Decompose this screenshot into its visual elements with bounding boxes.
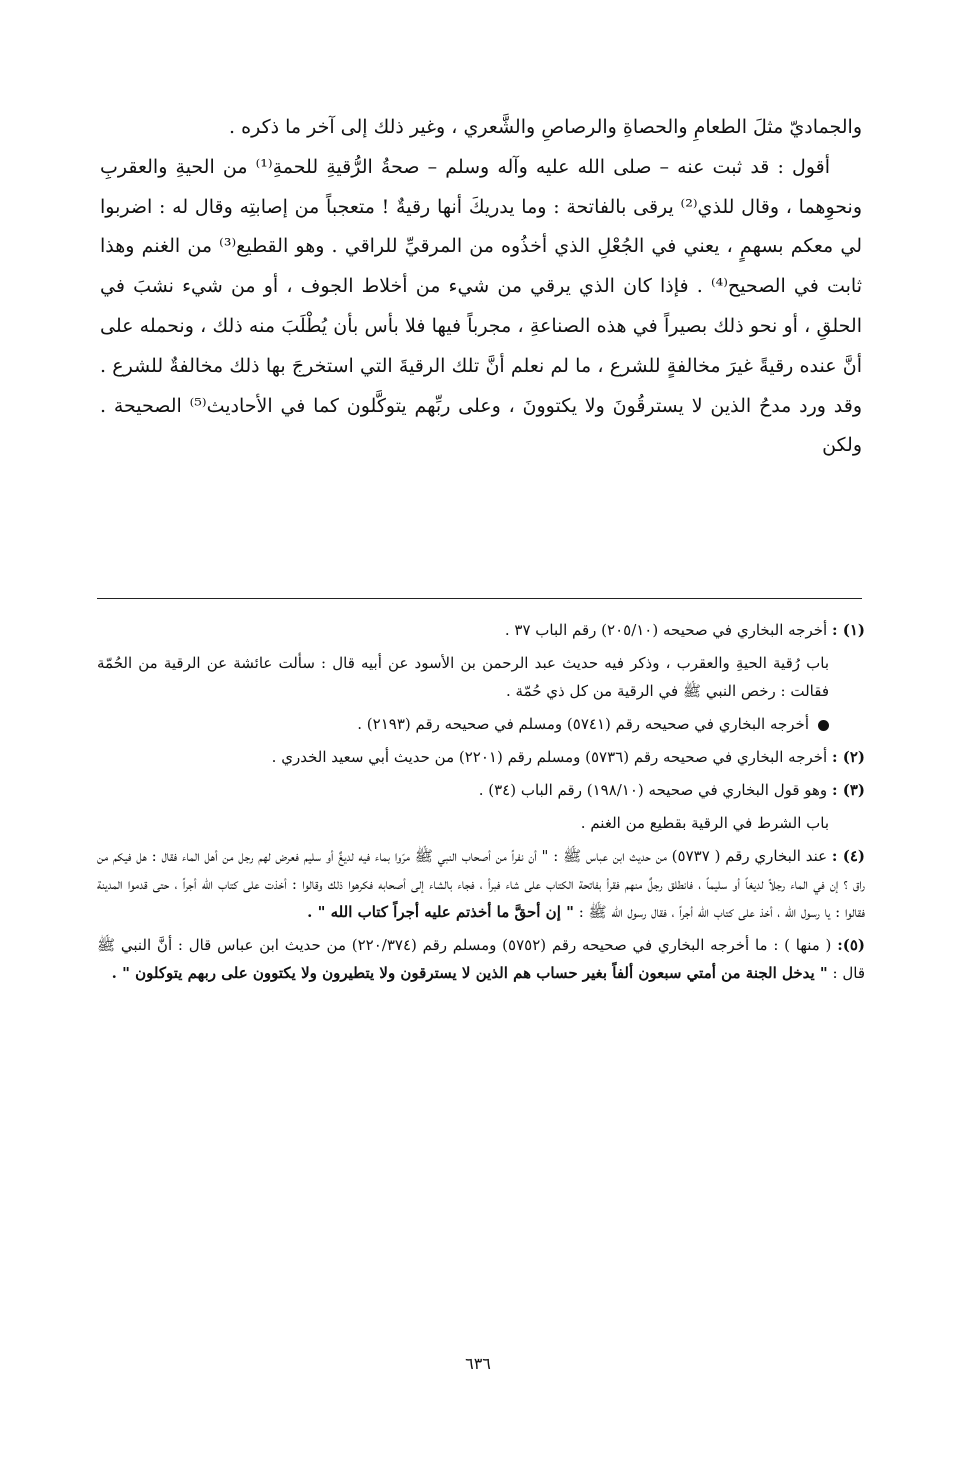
main-paragraph-1: والجماديّ مثلَ الطعامِ والحصاةِ والرصاصِ والشَّعري ، وغير ذلك إلى آخر ما ذكره . [229, 116, 862, 138]
footnotes-section [97, 616, 865, 987]
footnote-1-bullet-text: أخرجه البخاري في صحيحه رقم (٥٧٤١) ومسلم في صحيحه رقم (٢١٩٣) . [357, 715, 809, 733]
footnote-5-number: (٥): [837, 936, 865, 954]
footnote-3-number: (٣) : [831, 781, 865, 799]
footnote-3-continuation: باب الشرط في الرقية بقطيع من الغنم . [580, 814, 829, 832]
footnote-1 [97, 616, 865, 644]
footnote-2 [97, 743, 865, 771]
footnote-2-text: أخرجه البخاري في صحيحه رقم (٥٧٣٦) ومسلم رقم (٢٢٠١) من حديث أبي سعيد الخدري . [271, 748, 828, 766]
footnote-3 [97, 776, 865, 804]
footnote-5 [97, 931, 865, 987]
footnote-1-number: (١) : [831, 621, 865, 639]
footnote-5-hadith-quote: " يدخل الجنة من أمتي سبعون ألفاً بغير حساب هم الذين لا يسترقون ولا يتطيرون ولا يكتوون على ربهم يتوكلون " . [111, 964, 828, 982]
bullet-icon [818, 720, 829, 731]
footnote-5-text: ( منها ) : ما أخرجه البخاري في صحيحه رقم (٥٧٥٢) ومسلم رقم (٢٢٠/٣٧٤) من حديث ابن عباس قال : أنَّ النبي ﷺ قال : [97, 936, 865, 982]
main-paragraph-2: أقول : قد ثبت عنه – صلى الله عليه وآله وسلم – صحةُ الرُّقيةِ للحمةِ⁽¹⁾ من الحيةِ والعقربِ ونحوِهما ، وقال للذي⁽²⁾ يرقى بالفاتحة : وما يدريكَ أنها رقيةٌ ! متعجباً من إصابتِه وقال له : اضربوا لي معكم بسهمٍ ، يعني في الجُعْلِ الذي أخذُوه من المرقيِّ للراقي . وهو القطيع⁽³⁾ من الغنم وهذا ثابت في الصحيح⁽⁴⁾ . فإذا كان الذي يرقي من شيء من أخلاط الجوف ، أو من شيء نشبَ في الحلقِ ، أو نحو ذلك بصيراً في هذه الصناعةِ ، مجرباً فيها فلا بأس بأن يُطْلَبَ منه ذلك ، ونحمله على أنَّ عنده رقيةً غيرَ مخالفةٍ للشرع ، ما لم نعلم أنَّ تلك الرقيةَ التي استخرجَ بها ذلك مخالفةٌ للشرع . وقد ورد مدحُ الذين لا يسترقُونَ ولا يكتوونَ ، وعلى ربِّهم يتوكَّلون كما في الأحاديث⁽⁵⁾ الصحيحة . ولكن [100, 155, 862, 457]
footnote-4 [97, 842, 865, 926]
footnote-1-text: أخرجه البخاري في صحيحه (٢٠٥/١٠) رقم الباب ٣٧ . [504, 621, 828, 639]
footnote-3-text: وهو قول البخاري في صحيحه (١٩٨/١٠) رقم الباب (٣٤) . [478, 781, 828, 799]
footnote-1-continuation: باب رُقية الحيةِ والعقرب ، وذكر فيه حديث عبد الرحمن بن الأسود عن أبيه قال : سألت عائشة عن الرقية من الحُمّة فقالت : رخص النبي ﷺ في الرقية من كل ذي حُمّة . [97, 654, 829, 700]
footnote-1-bullet-item [97, 710, 865, 738]
footnote-4-number: (٤) : [831, 847, 865, 865]
footnote-4-text: عند البخاري رقم ( ٥٧٣٧) من حديث ابن عباس ﷺ : " أن نفراً من أصحاب النبي ﷺ مرّوا بماء فيه لديغٌ أو سليم فعرض لهم رجل من أهل الماء فقال : هل فيكم من راق ؟ إن في الماء رجلاً لديغاً أو سليماً ، فانطلق رجلٌ منهم فقرأ بفاتحة الكتاب على شاء فبرأ ، فجاء بالشاء إلى أصحابه فكرهوا ذلك وقالوا : أخذت على كتاب الله أجراً ، حتى قدموا المدينة فقالوا : يا رسول الله ، أخذ على كتاب الله أجراً ، فقال رسول الله ﷺ : [97, 847, 865, 921]
page-number: ٦٣٦ [465, 1354, 491, 1373]
footnote-2-number: (٢) : [831, 748, 865, 766]
main-text-body [100, 108, 862, 466]
footnote-separator [97, 598, 862, 599]
footnote-4-hadith-quote: " إن أحقَّ ما أخذتم عليه أجراً كتاب الله " . [307, 903, 574, 921]
